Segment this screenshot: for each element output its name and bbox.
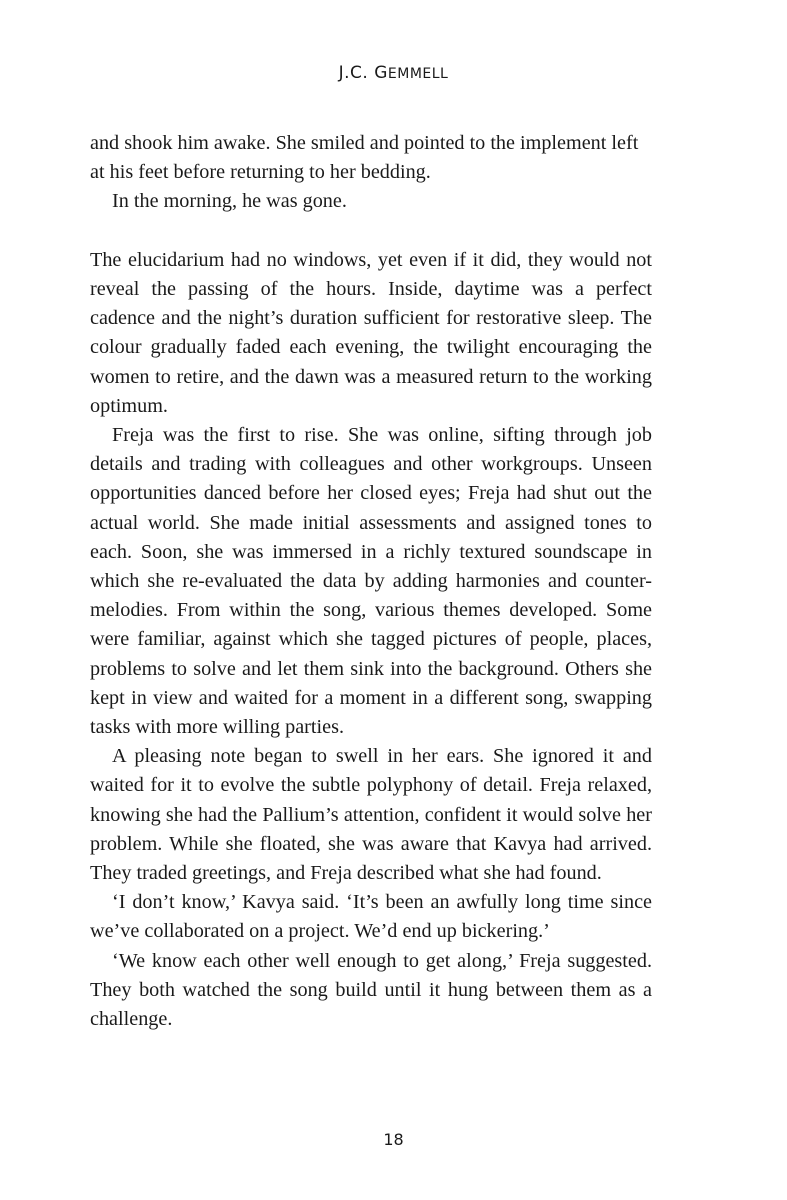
paragraph: ‘I don’t know,’ Kavya said. ‘It’s been an awfully long time since we’ve collaborated on a project. We’d end up bickering.’ <box>90 891 652 943</box>
paragraph-scene-opening: The elucidarium had no windows, yet even if it did, they would not reveal the passing of the hours. Inside, daytime was a perfect cadence and the night’s duration sufficient for restorative sleep. The colour gradually faded each evening, the twilight encouraging the women to retire, and the dawn was a measured return to the working optimum. <box>90 248 652 417</box>
paragraph: ‘We know each other well enough to get along,’ Freja suggested. They both watched the song build until it hung between them as a challenge. <box>90 949 652 1031</box>
page-number: 18 <box>383 1130 404 1149</box>
paragraph-continued: and shook him awake. She smiled and pointed to the implement left at his feet before returning to her bedding. <box>90 132 639 184</box>
running-head-author: J.C. GEMMELL <box>338 63 449 83</box>
paragraph: Freja was the first to rise. She was online, sifting through job details and trading with colleagues and other workgroups. Unseen opportunities danced before her closed eyes; Freja had shut out the actual world. She made initial assessments and assigned tones to each. Soon, she was immersed in a richly textured soundscape in which she re-evaluated the data by adding harmonies and counter-melodies. From within the song, various themes developed. Some were familiar, against which she tagged pictures of people, places, problems to solve and let them sink into the background. Others she kept in view and waited for a moment in a different song, swapping tasks with more willing parties. <box>90 424 652 739</box>
paragraph: In the morning, he was gone. <box>112 190 347 213</box>
scene-break <box>90 217 652 246</box>
body-text <box>90 129 652 1034</box>
paragraph: A pleasing note began to swell in her ears. She ignored it and waited for it to evolve the subtle polyphony of detail. Freja relaxed, knowing she had the Pallium’s attention, confident it would solve her problem. While she floated, she was aware that Kavya had arrived. They traded greetings, and Freja described what she had found. <box>90 745 652 885</box>
